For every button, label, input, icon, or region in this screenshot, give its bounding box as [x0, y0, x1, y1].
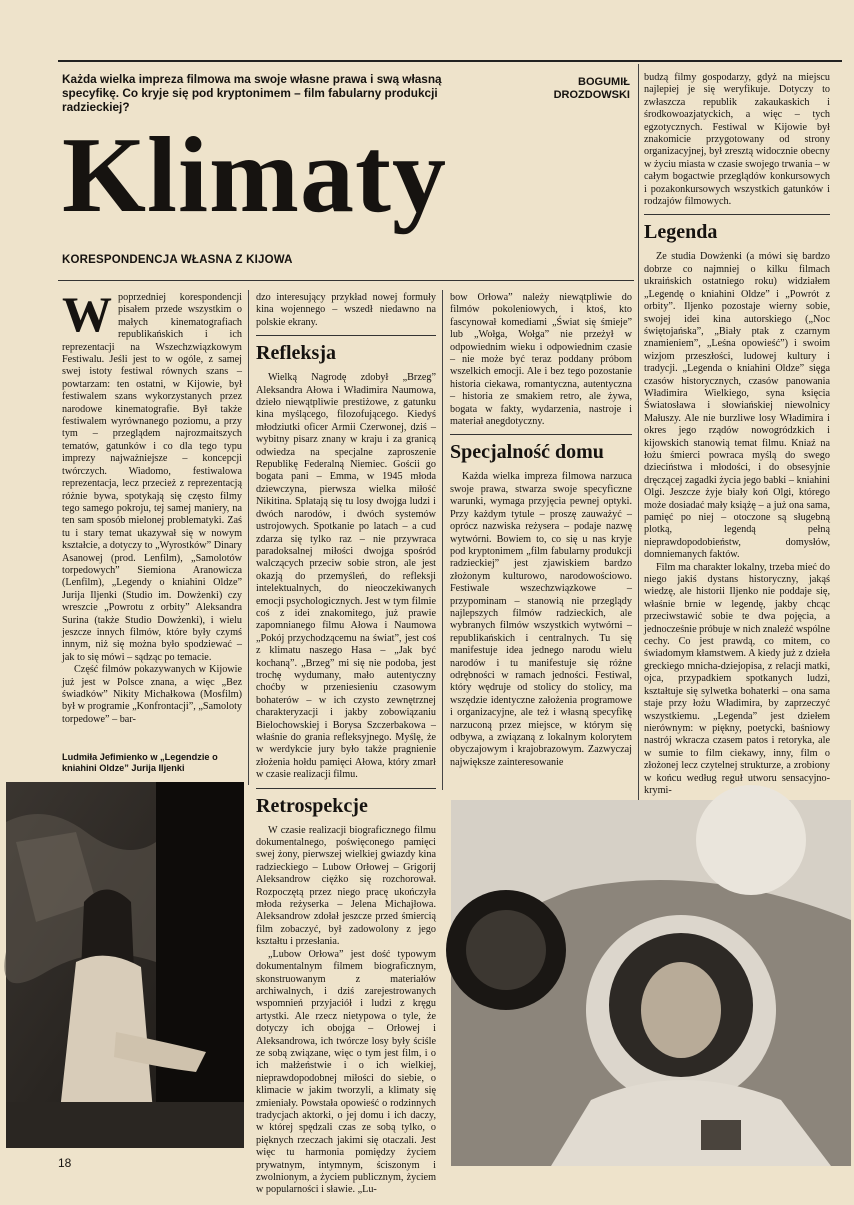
section-heading-retrospekcje: Retrospekcje — [256, 788, 436, 817]
article-title: Klimaty — [62, 116, 447, 235]
drop-cap: W — [62, 286, 112, 342]
lead-paragraph: Każda wielka impreza filmowa ma swoje własne prawa i swą własną specyfikę. Co kryje się pod kryptonimem – film fabularny produkcji radzieckiej? — [62, 72, 442, 114]
paragraph: „Lubow Orłowa” jest dość typowym dokumentalnym filmem biograficznym, skonstruowanym z materiałów archiwalnych, i dziś zarejestrowanych wspomnień przyjaciół i ludzi z kręgu artystki. Ale rzecz nietypowa o tyle, że dotyczy ich obojga – Orłowej i Aleksandrowa, ich twórcze losy były ściśle ze sobą związane, więc o tym jest film, i o ich małżeństwie i o ich wielkiej, nieprawdopodobnej miłości do siebie, o klimacie w jakim tworzyli, a klimaty się zmieniały. Powstała opowieść o rodzinnych tradycjach aktorki, o jej domu i ich daczy, w której spędzali czas ze sobą tylko, o pięknych rzeczach jakimi się otaczali. Jest więc tu harmonia pomiędzy życiem prywatnym, intymnym, ściszonym i zwolnionym, a życiem publicznym, życiem w popularności i sławie. „Lu- — [256, 948, 436, 1196]
article-subtitle: KORESPONDENCJA WŁASNA Z KIJOWA — [62, 254, 293, 266]
column-divider — [248, 290, 249, 785]
paragraph: Wielką Nagrodę zdobył „Brzeg” Aleksandra Ałowa i Władimira Naumowa, dzieło niewątpliwie prestiżowe, z gatunku kina myślącego, filozofującego. Kiedyś młodziutki oficer Armii Czerwonej, dziś – wybitny pisarz znany w kraju i za granicą odwiedza na specjalne zaproszenie Republikę Federalną Niemiec. Gościi go bogata pani – Emma, w 1945 młoda dziewczyna, pierwsza wielka miłość Nikitina. Splatają się tu losy dwojga ludzi i dwóch narodów, i dwóch systemów ustrojowych. Spotkanie po latach – a cud zdarza się tylko raz – nie przywraca paradoksalnej miłości dwojga spośród walczących przeciw sobie stron, ale jest okazją do przemyśleń, do refleksji intelektualnych, do nieoczekiwanych emocji psychologicznych. Jest w tym filmie coś z idei znakomitego, już prawie zapomnianego filmu Ałowa i Naumowa „Pokój przychodzącemu na świat”, jest coś z klimatu naszego Hasa – „Jak być kochaną”. „Brzeg” mi się nie podoba, jest trochę wydumany, mało autentyczny choćby w przeniesieniu czasowym bohaterów – w ich czysto zewnętrznej charakteryzacji i jakby zobowiązaniu Bielochowskiej i Borysa Szczerbakowa – właśnie do grania refleksyjnego. Myślę, że w werdykcie jury było także pragnienie złożenia hołdu pamięci Ałowa, który zmarł w czasie realizacji filmu. — [256, 372, 436, 781]
photo-caption: Ludmiła Jefimienko w „Legendzie o kniahini Oldze” Jurija Iljenki — [62, 752, 218, 773]
paragraph: dzo interesujący przykład nowej formuły kina wojennego – wszedł niedawno na polskie ekrany. — [256, 292, 436, 328]
column-divider — [442, 290, 443, 790]
paragraph: Ze studia Dowżenki (a mówi się bardzo dobrze co najmniej o kilku filmach ukraińskich ostatniego roku) widziałem „Legendę o kniahini Oldze” i „Powrót z orbity”. Iljenko pozostaje wierny sobie, swojej idei kina autorskiego („Noc świętojańska”, „Biały ptak z czarnym znamieniem”, „Leśna opowieść”) i swoim wizjom przeszłości, ludowej kultury i tradycji. „Legenda o kniahini Oldze” sięga czasów historycznych, czasów panowania Władimira Wielkiego, syna księcia Światosława i słowiańskiej niewolnicy Małuszy. Ale nie burzliwe losy Władimira i okres jego rządów nowogródzkich i kijowskich stanowią temat filmu. Kniaź na łożu śmierci powraca myślą do swego dzieciństwa i młodości, i do obsesyjnie dręczącej zagadki życia jego babki – kniahini Olgi. Jeszcze żyje biały koń Olgi, którego może dosiadać mały książę – a już ona sama, pamięć po niej – otoczone są sługebną plotką, legendą pełną nieprawdopodobieństw, domysłów, domniemanych faktów. — [644, 251, 830, 561]
section-heading-specjalnosc: Specjalność domu — [450, 434, 632, 463]
paragraph: Film ma charakter lokalny, trzeba mieć do niego jakiś dystans historyczny, jakąś wiedzę, ale historii Iljenko nie poddaje się, właśnie brnie w legendę, jakby chcąc przeciwstawić sobie te dwa pojęcia, a jednocześnie próbuje w nich znaleźć wspólne cechy. Co jest prawdą, co mitem, co świadomym kłamstwem. A kiedy już z dzieła greckiego mnicha-dziejopisa, z relacji matki, ojca, przypadkiem spotkanych ludzi, kształtuje się sylwetka bohaterki – ona sama staje przy łożu Władimira, by zaprzeczyć wszystkiemu. „Legenda” jest dziełem nierównym: w piękny, poetycki, baśniowy nastrój wkracza czasem patos i retoryka, ale w sumie to film ciekawy, inny, film o złożonej lecz czytelnej strukturze, a zrobiony w końcu według reguł utworu sensacyjno-krymi- — [644, 561, 830, 796]
section-heading-legenda: Legenda — [644, 214, 830, 243]
photo-actress — [6, 782, 244, 1148]
top-rule — [58, 60, 842, 62]
photo-cosmonaut-image — [451, 800, 851, 1166]
section-heading-refleksja: Refleksja — [256, 335, 436, 364]
photo-actress-image — [6, 782, 244, 1148]
column-divider — [638, 64, 639, 804]
paragraph: Wpoprzedniej korespondencji pisałem przede wszystkim o małych kinematografiach republikańskich i ich reprezentacji na Wszechzwiązkowym Festiwalu. Jeśli jest to w ogóle, z samej swej istoty festiwal równych szans – powtarzam: ten ostatni, w Kijowie, był festiwalem szans wykorzystanych przez narodowe kinematografie. Był także festiwalem wyrównanego poziomu, a przy tym – przeglądem najrozmaitszych tematów, gatunków i co dla tego typu imprezy najważniejsze – koncepcji twórczych. Wiadomo, festiwalowa reprezentacja, lecz przecież z reprezentacją różnie bywa, spotykają się często filmy tego samego pokroju, tej samej maniery, na ten sam sposób mielonej problematyki. Zaś tu i stary temat ukazywał się w nowym kształcie, a dotyczy to „Wyrostków” Dinary Asanowej (prod. Lenfilm), „Samolotów torpedowych” Siemiona Aranowicza (Lenfilm), „Legendy o kniahini Oldze” Jurija Iljenki (Studio im. Dowżenki) czy wreszcie „Powrotu z orbity” Aleksandra Surina (także Studio Dowżenki), i wielu jeszcze innych filmów, które były czymś innym, niż się można było spodziewać – jak to się mówi – sądząc po temacie. — [62, 286, 242, 663]
paragraph: budzą filmy gospodarzy, gdyż na miejscu najlepiej je się weryfikuje. Dotyczy to zwłaszcza republik zakaukaskich i środkowoazjatyckich, a więc – tych egzotycznych. Festiwal w Kijowie był znakomicie przygotowany od strony organizacyjnej, był zresztą widocznie obecny w życiu miasta w czasie swojego trwania – w całym bogactwie przeglądów konkursowych i pozakonkursowych wszystkich gatunków i rodzajów filmowych. — [644, 72, 830, 208]
paragraph: Każda wielka impreza filmowa narzuca swoje prawa, stwarza swoje specyficzne warunki, wymaga przyjęcia pewnej optyki. Przy każdym tytule – proszę zauważyć – oprócz nazwiska reżysera – podaje nazwę wytwórni. Bowiem to, co się u nas kryje pod kryptonimem „film fabularny produkcji radzieckiej” jest zjawiskiem bardzo złożonym kulturowo, narodowościowo. Festiwale wszechzwiązkowe – przypominam – stanowią nie przeglądy najlepszych filmów radzieckich, ale wybranych filmów wszystkich wytwórni – republikańskich i centralnych. Tu się manifestuje idea jednego narodu wielu narodów i tu manifestuje się różne odrębności w ramach jedności. Festiwal, który wędruje od stolicy do stolicy, ma wszędzie identyczne założenia programowe i organizacyjne, ale też i własną specyfikę narzuconą przez miejsce, w którym się odbywa, a związaną z lokalnym kolorytem obyczajowym i krajobrazowym. Zazwyczaj największe zainteresowanie — [450, 471, 632, 768]
paragraph: bow Orłowa” należy niewątpliwie do filmów pokoleniowych, i ktoś, kto fascynował komediami „Świat się śmieje” lub „Wołga, Wołga” nie przeżył w odpowiednim wieku i odpowiednim czasie – nie może być teraz poddany próbom wszelkich emocji. Ale i bez tego pozostanie historia ciekawa, romantyczna, autentyczna – historia ze smakiem retro, ale żywa, bogata w fakty, wydarzenia, nastroje i materiał anegdotyczny. — [450, 292, 632, 428]
page-number: 18 — [58, 1156, 72, 1170]
paragraph: Część filmów pokazywanych w Kijowie już jest w Polsce znana, a więc „Bez świadków” Nikity Michałkowa (Mosfilm) był w programie „Konfrontacji”, „Samoloty torpedowe” – bar- — [62, 664, 242, 725]
text-column-2 — [256, 292, 436, 1196]
paragraph: W czasie realizacji biograficznego filmu dokumentalnego, poświęconego pamięci swej żony, pierwszej wielkiej gwiazdy kina radzieckiego – Lubow Orłowej – Grigorij Aleksandrow ciężko się rozchorował. Rozpoczętą przez niego pracę ukończyła młoda reżyserka – Jelena Michajłowa. Aleksandrow zdołał jeszcze przed śmiercią film zobaczyć, był zadowolony z jego kształtu i przesłania. — [256, 824, 436, 948]
text-column-1 — [62, 286, 242, 742]
text-column-3 — [450, 292, 632, 788]
subtitle-rule — [58, 280, 634, 281]
text-column-4 — [644, 72, 830, 794]
author-name: BOGUMIŁ DROZDOWSKI — [553, 76, 630, 101]
photo-cosmonaut — [451, 800, 851, 1166]
